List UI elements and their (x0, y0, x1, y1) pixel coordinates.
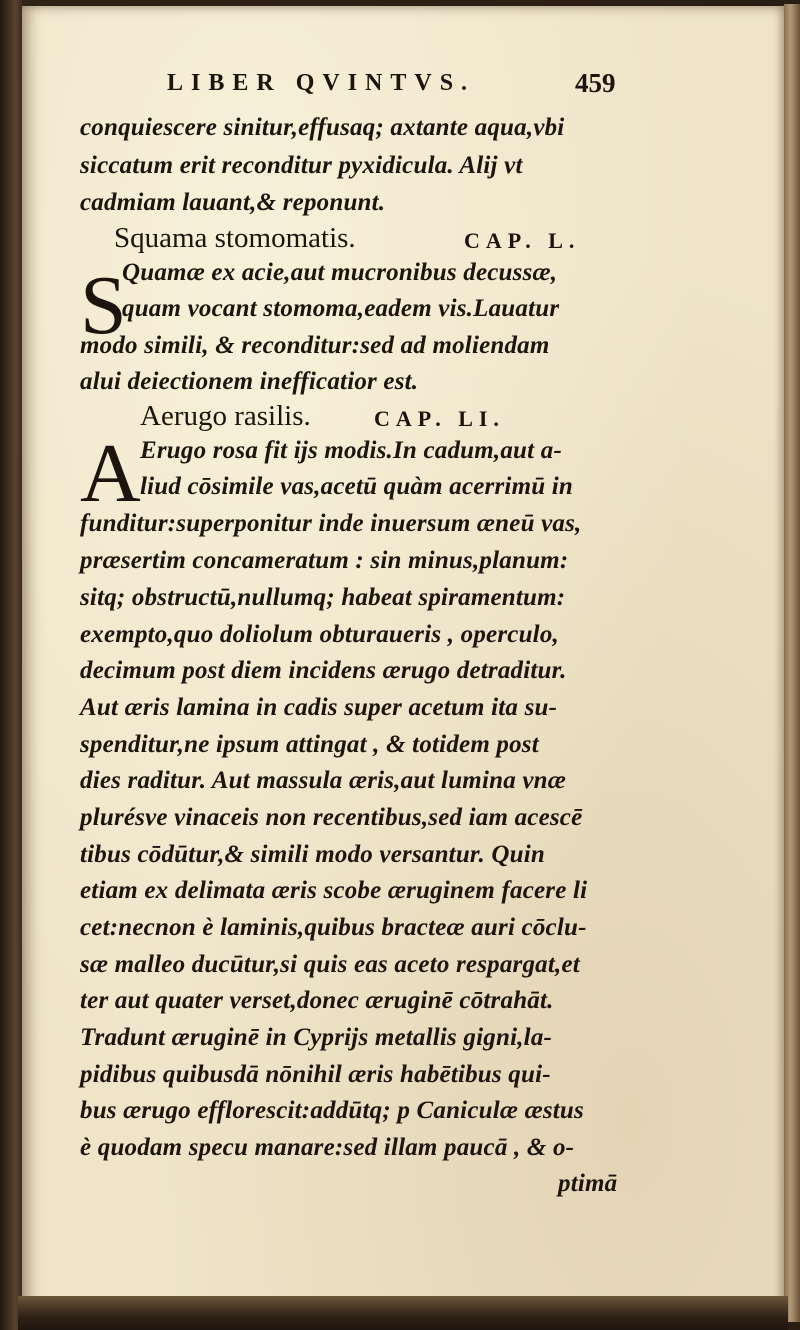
text-line: cet:necnon è laminis,quibus bracteæ auri cōclu- (80, 914, 587, 941)
text-line: bus ærugo efflorescit:addūtq; p Caniculæ æstus (80, 1097, 584, 1124)
text-line: conquiescere sinitur,effusaq; axtante aqua,vbi (80, 114, 565, 141)
text-line: exempto,quo doliolum obturaueris , operculo, (80, 621, 559, 648)
running-title: LIBER QVINTVS. (167, 70, 476, 96)
chapter-number: CAP. LI. (374, 406, 505, 431)
page-fore-edge (784, 4, 800, 1322)
text-line: Erugo rosa fit ijs modis.In cadum,aut a- (140, 437, 562, 464)
text-line: dies raditur. Aut massula æris,aut lumina vnæ (80, 767, 567, 794)
text-line: tibus cōdūtur,& simili modo versantur. Quin (80, 841, 545, 868)
text-line: sitq; obstructū,nullumq; habeat spiramentum: (80, 584, 566, 611)
catchword: ptimā (558, 1170, 618, 1197)
page (22, 6, 784, 1318)
text-line: siccatum erit reconditur pyxidicula. Alij vt (80, 152, 523, 179)
text-line: funditur:superponitur inde inuersum æneū vas, (80, 510, 582, 537)
text-line: liud cōsimile vas,acetū quàm acerrimū in (140, 473, 574, 500)
drop-capital: A (80, 427, 141, 520)
chapter-number: CAP. L. (464, 228, 581, 253)
drop-capital: S (80, 259, 127, 352)
text-line: pidibus quibusdā nōnihil æris habētibus qui- (80, 1061, 551, 1088)
text-line: Tradunt æruginē in Cyprijs metallis gigni,la- (80, 1024, 553, 1051)
section-title: Squama stomomatis. (114, 222, 356, 254)
text-line: Aut æris lamina in cadis super acetum ita su- (80, 694, 558, 721)
page-text (22, 6, 784, 1318)
text-line: etiam ex delimata æris scobe æruginem facere li (80, 877, 588, 904)
binding-edge (0, 0, 22, 1330)
page-bottom-edge (18, 1296, 788, 1330)
text-line: præsertim concameratum : sin minus,planum: (80, 547, 569, 574)
text-line: Quamæ ex acie,aut mucronibus decussæ, (122, 259, 558, 286)
text-line: decimum post diem incidens ærugo detraditur. (80, 657, 567, 684)
text-line: cadmiam lauant,& reponunt. (80, 189, 386, 216)
text-line: quam vocant stomoma,eadem vis.Lauatur (122, 295, 560, 322)
text-line: alui deiectionem inefficatior est. (80, 368, 419, 395)
section-title: Aerugo rasilis. (140, 400, 311, 432)
text-line: modo simili, & reconditur:sed ad moliendam (80, 332, 550, 359)
text-line: è quodam specu manare:sed illam paucā , & o- (80, 1134, 575, 1161)
text-line: sæ malleo ducūtur,si quis eas aceto respargat,et (80, 951, 580, 978)
text-line: spenditur,ne ipsum attingat , & totidem post (80, 731, 539, 758)
text-line: plurésve vinaceis non recentibus,sed iam acescē (80, 804, 583, 831)
page-number: 459 (575, 68, 616, 98)
text-line: ter aut quater verset,donec æruginē cōtrahāt. (80, 987, 554, 1014)
